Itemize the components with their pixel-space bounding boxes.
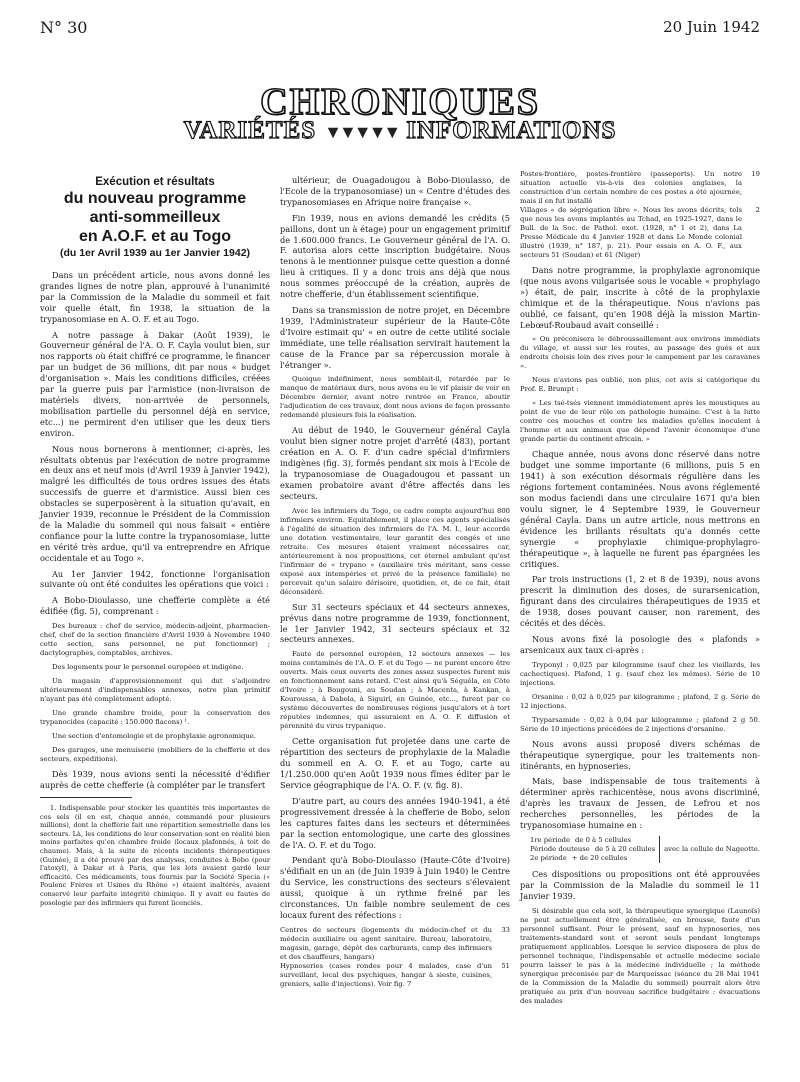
list-item-count: 33 (501, 925, 510, 934)
periods-table (530, 836, 760, 863)
paragraph: Nous avons fixé la posologie des « plafonds » arsenicaux aux taux ci-après : (520, 633, 760, 655)
period-row (530, 836, 655, 845)
paragraph: Fin 1939, nous en avions demandé les crédits (5 paillons, dont un à étage) pour un engagement primitif de 1.600.000 francs. Le Gouverneur général de l'A. O. F. autorisa alors cette inscription budgétaire. Nous tenons à le mentionner puisque cette question a donné lieu à critiques. Il y a donc trois ans déjà que nous nous sommes préoccupé de la création, auprès de notre chefferie, d'un établissement scientifique. (280, 212, 510, 300)
list-item: Faute de personnel européen, 12 secteurs annexes — les moins contaminés de l'A. O. F. et du Togo — ne purent encore être ouverts. Mais ceux ouverts des zones assez suspectes furent mis en fonctionnement sans retard. C'est ainsi qu'à Séguéla, en Côte d'Ivoire ; à Bougouni, au Soudan ; à Macenta, à Kankan, à Kouroussa, à Dabola, à Siguiri, en Guinée, etc..., furent par ce système découvertes de nombreuses régions jusqu'alors et à tort réputées indemnes, qui assuraient en A. O. F. diffusion et pérennité du virus trypanique. (280, 650, 510, 731)
paragraph: Si désirable que cela soit, la thérapeutique synergique (Launoïs) ne peut actuellement être généralisée, en brousse, faute d'un personnel suffisant. Pour le présent, sauf en hypnoseries, nos traitements-standard sont et seront seuls pendant longtemps pratiquement applicables. Lorsque le service disposera de plus de personnel technique, l'indispensable et actuelle médecine sociale pourra laisser le pas à la médecine individuelle ; la méthode synergique préconisée par de Marqueissac (séance du 28 Mai 1941 de la Commission de la Maladie du sommeil) pourrait alors être pratiquée au prix d'un nouveau sacrifice budgétaire : évacuations des malades (520, 906, 760, 1005)
masthead-title: CHRONIQUES (260, 81, 540, 123)
paragraph: Cette organisation fut projetée dans une carte de répartition des secteurs de prophylaxie de la Maladie du sommeil en A. O. F. et au Togo, carte au 1/1.250.000 qu'en Août 1939 nous fîmes éditer par le Service géographique de l'A. O. F. (v. fig. 8). (280, 736, 510, 790)
paragraph: Ces dispositions ou propositions ont été approuvées par la Commission de la Maladie du sommeil le 11 Janvier 1939. (520, 869, 760, 901)
paragraph: Nous nous bornerons à mentionner, ci-après, les résultats obtenus par l'exécution de notre programme en deux ans et neuf mois (d'Avril 1939 à Janvier 1942), malgré les difficultés de tous ordres issues des états successifs de guerre et d'armistice. Aussi bien ces obstacles se superposèrent à la situation qu'avait, en Janvier 1939, reconnue le Président de la Commission de la Maladie du sommeil qui nous faisait « entière confiance pour la lutte contre la trypanosomiase, lutte en vérité très ardue, qu'il va entreprendre en Afrique occidentale et au Togo ». (40, 443, 270, 563)
footnote: 1. Indispensable pour stocker les quantités très importantes de ces sels (il en est, chaque année, commandé pour plusieurs millions), dont la chefferie fait une répartition semestrielle dans les secteurs. Là, les conditions de leur conservation sont en réalité bien moins parfaites qu'en chambre froide (locaux plafonnés, à toit de chaume). Mais, à la suite de récents incidents thérapeutiques (Guinée), il a été prouvé par des analyses, conduites à Bobo (pour l'atoxyl), à Dakar et à Paris, que les lots avaient gardé leur efficacité. Ces médicaments, tous fournis par la Société Specia (« Poulenc Frères et Usines du Rhône ») étaient inaltérés, avaient conservé leur parfaite intégrité chimique. Il y avait eu fautes de posologie par des infirmiers qui furent licenciés. (40, 804, 270, 907)
list-item-label: Hypnoseries (cases rondes pour 4 malades, case d'un surveillant, local des psychiques, hangar à sieste, cuisines, greniers, salle d'injections). Voir fig. 7 (280, 961, 492, 988)
paragraph: Dès 1939, nous avions senti la nécessité d'édifier auprès de cette chefferie (à compléter par le transfert (40, 769, 270, 791)
ornament-icon: ▼▼▼▼▼ (324, 122, 399, 142)
paragraph: Dans sa transmission de notre projet, en Décembre 1939, l'Administrateur supérieur de la Haute-Côte d'Ivoire estimait qu' « en outre de cette utilité sociale immédiate, une telle réalisation servirait hautement la cause de la France par sa répercussion morale à l'étranger ». (280, 304, 510, 370)
paragraph: Mais, base indispensable de tous traitements à déterminer après rachicentèse, nous avons discriminé, d'après les travaux de Jessen, de Lefrou et nos recherches personnelles, les périodes de la trypanosomiase humaine en : (520, 776, 760, 831)
paragraph: Pendant qu'à Bobo-Dioulasso (Haute-Côte d'Ivoire) s'édifiait en un an (de Juin 1939 à Juin 1940) le Centre du Service, les constructions des secteurs s'élevaient aussi, quoique à un rythme freiné par les circonstances. Un faible nombre seulement de ces locaux furent des réfections : (280, 855, 510, 920)
list-item: Orsanine : 0,02 à 0,025 par kilogramme ; plafond, 2 g. Série de 12 injections. (520, 692, 760, 710)
list-item-label: Centres de secteurs (logements du médecin-chef et du médecin auxiliaire ou agent sanitaire. Bureau, laboratoire, magasin, garage, dépôt des carburants, camp des infirmiers et des chauffeurs, hangars) (280, 925, 492, 961)
list-item: Une section d'entomologie et de prophylaxie agronomique. (52, 732, 256, 741)
quote: Nous n'avions pas oublié, non plus, cet avis si catégorique du Prof. E. Brumpt : (520, 376, 760, 394)
periods-rows (530, 836, 660, 863)
paragraph: Quoique indéfiniment, nous semblait-il, retardée par le manque de matériaux durs, nous avons eu le vif plaisir de voir en Décembre dernier, avant notre rentrée en France, aboutir l'adjudication de ces travaux, dont nous avions de façon pressante redemandé plusieurs fois la réalisation. (280, 375, 510, 420)
column-1 (40, 175, 270, 907)
column-3 (520, 170, 760, 1011)
period-value: + de 20 cellules (571, 854, 628, 862)
list-item (280, 926, 510, 962)
title-line-1: Exécution et résultats (95, 176, 215, 188)
paragraph: Dans notre programme, la prophylaxie agronomique (que nous avons vulgarisée sous le vocable « prophylago ») était, de pair, inscrite à côté de la prophylaxie chimique et de la thérapeutique. Nous n'avions pas oublié, ce faisant, qu'en 1908 déjà la mission Martin-Lebœuf-Roubaud avait conseillé : (520, 265, 760, 330)
page-header (40, 18, 760, 38)
paragraph: D'autre part, au cours des années 1940-1941, a été progressivement dressée à la chefferie de Bobo, selon les captures faites dans les secteurs et déterminées par la section entomologique, une carte des glossines de l'A. O. F. et du Togo. (280, 795, 510, 850)
paragraph: A Bobo-Dioulasso, une chefferie complète a été édifiée (fig. 5), comprenant : (40, 595, 270, 617)
posts-list (520, 170, 760, 260)
masthead-informations: INFORMATIONS (406, 117, 617, 144)
paragraph: Sur 31 secteurs spéciaux et 44 secteurs annexes, prévus dans notre programme de 1939, fonctionnent, le 1er Janvier 1942, 31 secteurs spéciaux et 32 secteurs annexes. (280, 601, 510, 645)
list-item (520, 170, 760, 206)
list-item (520, 206, 760, 260)
list-item: Des bureaux : chef de service, médecin-adjoint, pharmacien-chef, chef de la section financière d'Avril 1939 à Novembre 1940 cette section, sans personnel, ne put fonctionner) ; dactylographes, comptables, archives. (40, 622, 270, 658)
list-item: Des logements pour le personnel européen et indigène. (52, 663, 244, 672)
list-item-count: 2 (755, 206, 760, 214)
period-label: Période douteuse (530, 845, 590, 853)
title-line-2: du nouveau programme (63, 190, 247, 207)
list-item-count: 51 (501, 961, 510, 970)
quote: « Les tsé-tsés viennent immédiatement après les moustiques au point de vue de leur rôle en pathologie humaine. C'est à la lutte contre ces mouches et contre les maladies qu'elles inoculent à l'homme et aux animaux que dépend l'avenir économique d'une grande partie du continent africain. » (520, 399, 760, 444)
title-line-4: en A.O.F. et au Togo (79, 228, 231, 245)
period-row (530, 845, 655, 854)
paragraph: A notre passage à Dakar (Août 1939), le Gouverneur général de l'A. O. F. Cayla voulut bien, sur nos rapports où était chiffré ce programme, le financer par un budget de 36 millions, dit par nous « budget d'organisation ». Mais les conditions difficiles, créées par la guerre puis par l'armistice (non-livraison de matériels divers, non-arrivée de personnels, mobilisation partielle du personnel déjà en service, etc...) ne permirent d'en utiliser que les deux tiers environ. (40, 329, 270, 438)
column-2 (280, 175, 510, 994)
paragraph: Avec les infirmiers du Togo, ce cadre compte aujourd'hui 800 infirmiers environ. Equitablement, il place ces agents spécialisés à l'égalité de situation des infirmiers de l'A. M. I., leur accorde une dotation vestimentaire, leur garantit des congés et une retraite. Ces mesures étaient vraiment nécessaires car, antérieurement à nos propositions, cet éternel ambulant qu'est l'infirmier de « trypano » (auxiliaire très méritant, sans cesse exposé aux intempéries et privé de la présence familiale) ne percevait qu'un salaire dérisoire, quotidien, et, de ce fait, était déconsidéré. (280, 506, 510, 596)
paragraph: Au 1er Janvier 1942, fonctionne l'organisation suivante où ont été conduites les opérations que voici : (40, 568, 270, 590)
quote: « On préconisera le débroussaillement aux environs immédiats du village, et aussi sur les routes, au passage des gués et aux endroits choisis loin des rives pour le campement par les caravanes ». (520, 335, 760, 371)
period-label: 2e période (530, 854, 567, 862)
period-value: de 5 à 20 cellules (594, 845, 656, 853)
article-title (40, 175, 270, 260)
issue-number: N° 30 (40, 18, 88, 37)
paragraph: ultérieur, de Ouagadougou à Bobo-Dioulasso, de l'Ecole de la trypanosomiase) un « Centre d'études des trypanosomiases en Afrique noire française ». (280, 175, 510, 207)
paragraph: Par trois instructions (1, 2 et 8 de 1939), nous avons prescrit la diminution des doses, de surarsenication, figurant dans des circulaires thérapeutiques de 1935 et de 1938, doses pouvant causer, non rarement, des cécités et des décès. (520, 574, 760, 629)
list-item (280, 962, 510, 989)
title-line-3: anti-sommeilleux (89, 209, 221, 226)
period-row (530, 854, 655, 863)
list-item: Une grande chambre froide, pour la conservation des trypanocides (capacité : 150.000 flacons) ¹. (40, 709, 270, 727)
paragraph: Chaque année, nous avons donc réservé dans notre budget une somme importante (6 millions, puis 5 en 1941) à son exécution désormais régulière dans les régions fortement contaminées. Nous avons réglementé son modus faciendi dans une circulaire 1671 qu'a bien voulu signer, le 4 Septembre 1939, le Gouverneur général Cayla. Dans un autre article, nous mettrons en évidence les brillants résultats qu'a donnés cette synergie « prophylaxie chimique-prophylagro-thérapeutique », à laquelle ne furent pas épargnées les critiques. (520, 449, 760, 569)
masthead-varietes: VARIÉTÉS (183, 117, 317, 144)
list-item: Un magasin d'approvisionnement qui dut s'adjoindre ultérieurement d'indispensables annexes, notre plan primitif n'ayant pas été complètement adopté. (40, 677, 270, 704)
footnote-divider (40, 797, 132, 798)
masthead-subtitle (0, 117, 800, 145)
list-item: Tryponyl : 0,025 par kilogramme (sauf chez les vieillards, les cachectiques). Plafond, 1 g. (sauf chez les mêmes). Série de 10 injections. (520, 660, 760, 687)
paragraph: Au début de 1940, le Gouverneur général Cayla voulut bien signer notre projet d'arrêté (483), portant création en A. O. F. d'un cadre spécial d'infirmiers indigènes (fig. 3), formés pendant six mois à l'Ecole de la trypanosomiase de Ouagadougou et passant un examen probatoire avant d'être affectés dans les secteurs. (280, 425, 510, 501)
issue-date: 20 Juin 1942 (663, 18, 760, 36)
period-note: avec la cellule de Nageotte. (664, 845, 760, 853)
list-item-label: Villages « de ségrégation libre ». Nous les avons décrits, tels que nous les avons implantés au Tchad, en 1925-1927, dans le Bull. de la Soc. de Pathol. exot. (1928, n° 1 et 2), dans La Presse Médicale du 4 Janvier 1928 et dans Le Monde colonial illustré (1939, n° 187, p. 21). Pour essais en A. O. F., aux secteurs 51 (Soudan) et 61 (Niger) (520, 206, 742, 259)
paragraph: Nous avons aussi proposé divers schémas de thérapeutique synergique, pour les traitements non-itinérants, en hypnoseries. (520, 738, 760, 771)
list-item: Tryparsamide : 0,02 à 0,04 par kilogramme ; plafond 2 g 50. Série de 10 injections précédées de 2 injections d'orsanine. (520, 715, 760, 733)
period-value: de 0 à 5 cellules (575, 836, 631, 844)
construction-list (280, 926, 510, 989)
list-item-count: 19 (751, 170, 760, 178)
list-item-label: Postes-frontière, postes-frontière (passeports). Un notre situation actuelle vis-à-vis des colonies anglaises, la construction d'un certain nombre de ces postes a été ajournée, mais il en fut installé (520, 170, 742, 205)
paragraph: Dans un précédent article, nous avons donné les grandes lignes de notre plan, approuvé à l'unanimité par la Commission de la Maladie du sommeil et fait voir quelle était, fin 1938, la situation de la trypanosomiase en A. O. F. et au Togo. (40, 270, 270, 324)
title-line-5: (du 1er Avril 1939 au 1er Janvier 1942) (59, 247, 251, 259)
list-item: Des garages, une menuiserie (mobiliers de la chefferie et des secteurs, expéditions). (40, 746, 270, 764)
period-label: 1re période (530, 836, 571, 844)
